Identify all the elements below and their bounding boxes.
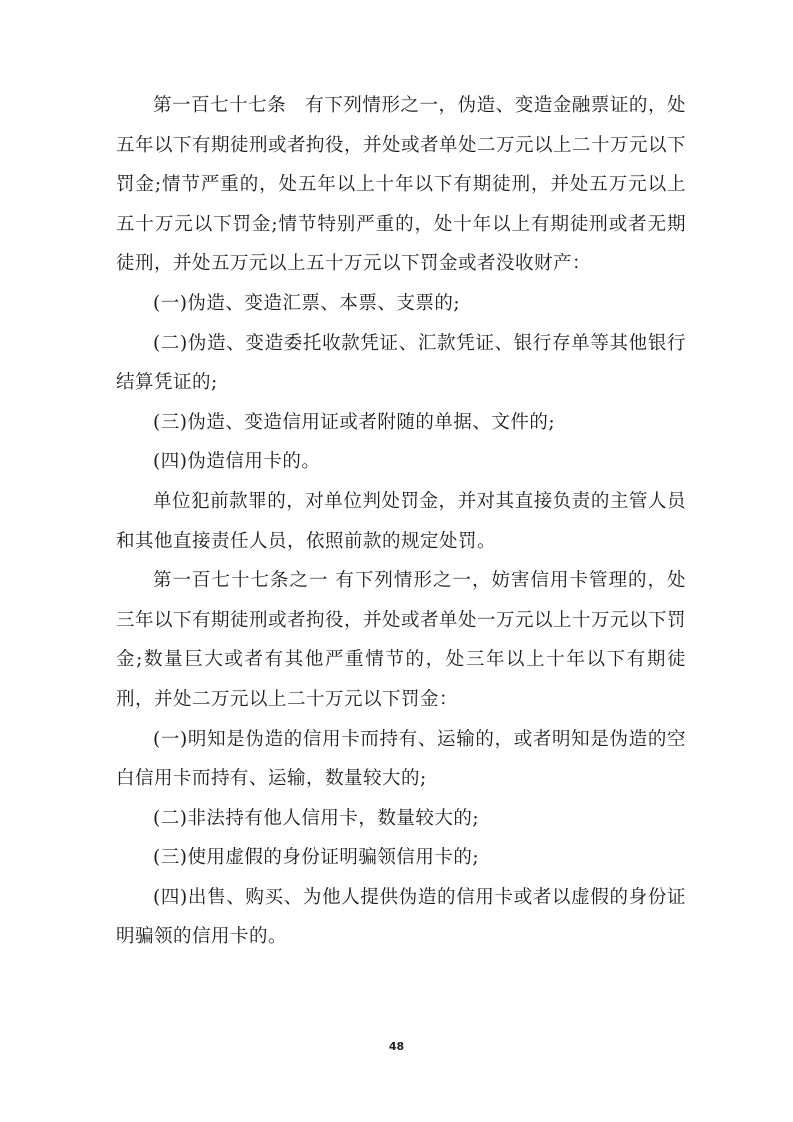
article-177-item-4: (四)伪造信用卡的。 [153,451,321,473]
article-177-item-2: (二)伪造、变造委托收款凭证、汇款凭证、银行存单等其他银行结算凭证的; [116,332,686,394]
article-177-unit-crime-paragraph: 单位犯前款罪的，对单位判处罚金，并对其直接负责的主管人员和其他直接责任人员，依照前款的规定处罚。 [116,490,686,552]
article-177-1-item-4: (四)出售、购买、为他人提供伪造的信用卡或者以虚假的身份证明骗领的信用卡的。 [116,886,686,948]
article-177-1-paragraph: 第一百七十七条之一 有下列情形之一，妨害信用卡管理的，处三年以下有期徒刑或者拘役，并处或者单处一万元以上十万元以下罚金;数量巨大或者有其他严重情节的，处三年以上十年以下有期徒刑，并处二万元以上二十万元以下罚金： [116,570,687,710]
article-177-item-1: (一)伪造、变造汇票、本票、支票的; [153,292,461,314]
article-177-1-item-3: (三)使用虚假的身份证明骗领信用卡的; [153,847,480,869]
page-number: 48 [388,1040,405,1053]
article-177-1-item-1: (一)明知是伪造的信用卡而持有、运输的，或者明知是伪造的空白信用卡而持有、运输，数量较大的; [116,728,686,790]
document-body [116,86,686,957]
article-177-1-item-2: (二)非法持有他人信用卡，数量较大的; [153,807,480,829]
article-177-item-3: (三)伪造、变造信用证或者附随的单据、文件的; [153,411,556,433]
article-177-paragraph: 第一百七十七条 有下列情形之一，伪造、变造金融票证的，处五年以下有期徒刑或者拘役，并处或者单处二万元以上二十万元以下罚金;情节严重的，处五年以上十年以下有期徒刑，并处五万元以上五十万元以下罚金;情节特别严重的，处十年以上有期徒刑或者无期徒刑，并处五万元以上五十万元以下罚金或者没收财产： [116,95,687,275]
